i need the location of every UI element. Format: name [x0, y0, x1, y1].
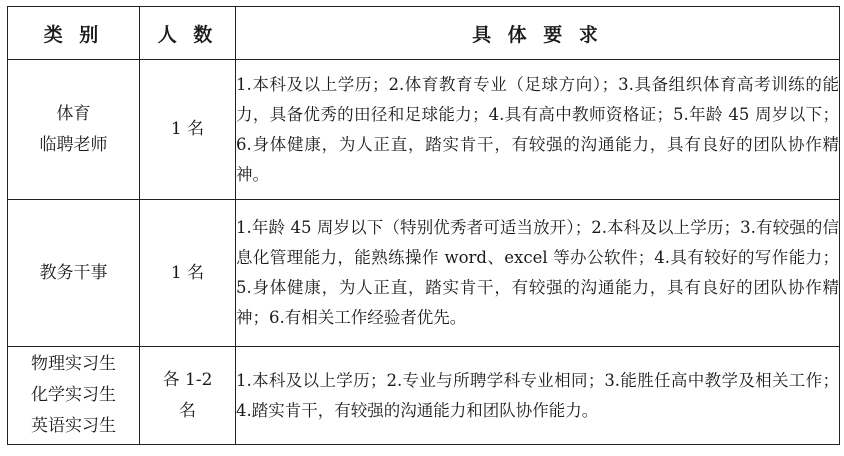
requirements-table	[7, 6, 840, 445]
category-cell	[8, 60, 140, 200]
requirements-cell	[236, 347, 840, 445]
count-line: 各 1-2	[162, 369, 213, 390]
category-line: 化学实习生	[31, 385, 116, 405]
requirements-cell	[236, 60, 840, 200]
count-cell	[140, 347, 236, 445]
category-cell	[8, 200, 140, 347]
header-category: 类 别	[8, 7, 140, 60]
category-line: 教务干事	[39, 262, 108, 283]
table-row	[8, 60, 840, 200]
header-requirements: 具 体 要 求	[236, 7, 840, 60]
category-line: 物理实习生	[31, 354, 116, 374]
count-cell: 1 名	[140, 60, 236, 200]
table-header-row	[8, 7, 840, 60]
requirements-text: 1.本科及以上学历；2.专业与所聘学科专业相同；3.能胜任高中教学及相关工作；4.踏实肯干，有较强的沟通能力和团队协作能力。	[236, 370, 839, 420]
category-line: 体育	[56, 103, 91, 124]
requirements-cell	[236, 200, 840, 347]
table-row	[8, 200, 840, 347]
requirements-text: 1.本科及以上学历；2.体育教育专业（足球方向）；3.具备组织体育高考训练的能力，具备优秀的田径和足球能力；4.具有高中教师资格证；5.年龄 45 周岁以下；6.身体健康，为人正直，踏实肯干，有较强的沟通能力，具有良好的团队协作精神。	[236, 74, 839, 184]
category-cell	[8, 347, 140, 445]
category-line: 英语实习生	[31, 416, 116, 436]
count-line: 名	[179, 400, 196, 421]
requirements-text: 1.年龄 45 周岁以下（特别优秀者可适当放开）；2.本科及以上学历；3.有较强的信息化管理能力，能熟练操作 word、excel 等办公软件；4.具有较好的写作能力；5.身体健康，为人正直，踏实肯干，有较强的沟通能力，具有良好的团队协作精神；6.有相关工作经验者优先。	[236, 218, 839, 327]
count-cell: 1 名	[140, 200, 236, 347]
category-line: 临聘老师	[39, 134, 108, 155]
table-row	[8, 347, 840, 445]
header-count: 人 数	[140, 7, 236, 60]
